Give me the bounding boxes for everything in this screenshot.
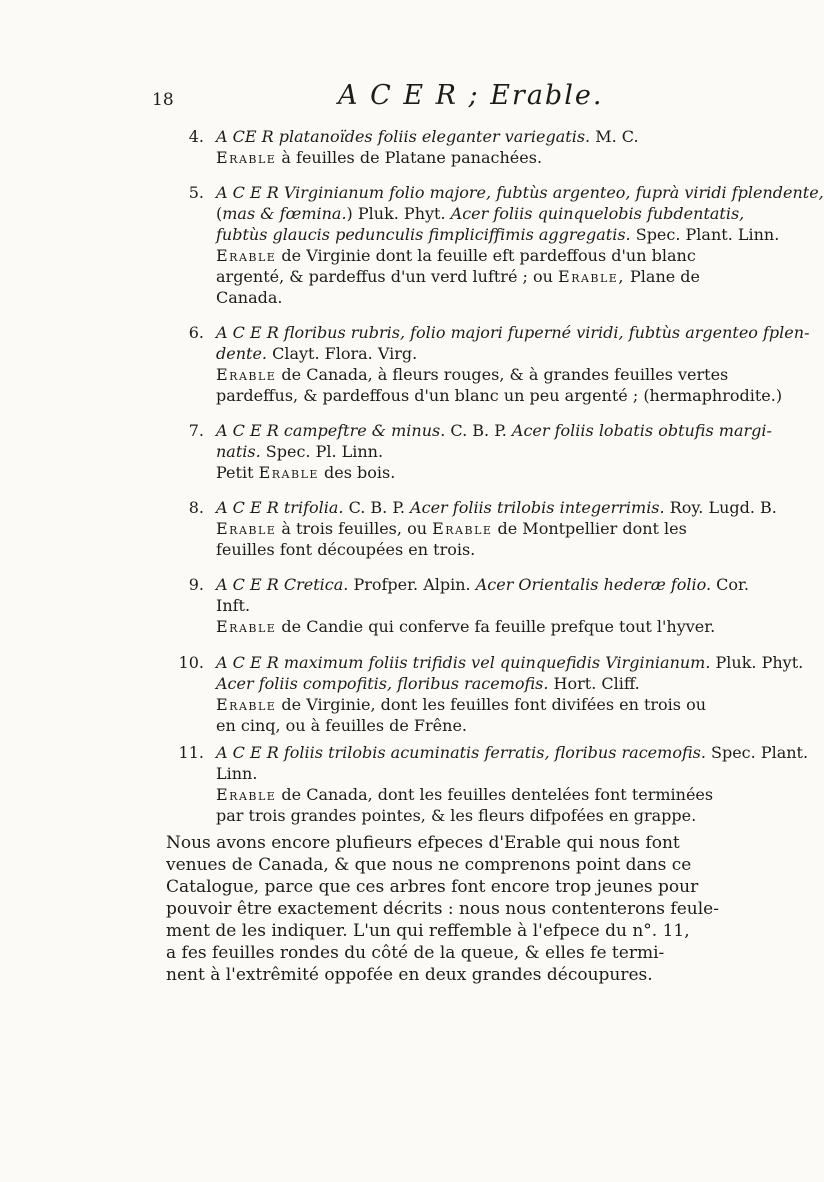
text-run: Petit xyxy=(216,463,259,482)
species-entry xyxy=(188,126,788,168)
text-run: Profper. Alpin. xyxy=(348,575,476,594)
text-run: Clayt. Flora. Virg. xyxy=(267,344,418,363)
entry-line xyxy=(216,203,788,224)
species-entry xyxy=(178,742,809,826)
text-run: Spec. Pl. Linn. xyxy=(260,442,384,461)
entry-number: 6. xyxy=(188,323,204,342)
entry-line xyxy=(216,441,788,462)
entry-number: 9. xyxy=(188,575,204,594)
latin-name: dente. xyxy=(216,344,267,363)
text-run: Canada. xyxy=(216,288,283,307)
entry-line xyxy=(216,616,788,637)
species-entry xyxy=(188,182,824,308)
latin-name: A C E R trifolia. xyxy=(216,498,344,517)
keyword-erable: Erable xyxy=(216,519,277,538)
species-entry xyxy=(178,652,804,736)
paragraph-line: pouvoir être exactement décrits : nous nous contenterons feule- xyxy=(166,899,719,919)
latin-name: A C E R foliis trilobis acuminatis ferratis, floribus racemofis. xyxy=(216,743,706,762)
text-run: de Candie qui conferve fa feuille prefque tout l'hyver. xyxy=(276,617,716,636)
text-run: des bois. xyxy=(318,463,396,482)
entry-line xyxy=(216,245,788,266)
entry-line xyxy=(216,364,788,385)
text-run: de Virginie dont la feuille eft pardeffous d'un blanc xyxy=(276,246,696,265)
paragraph-line: Nous avons encore plufieurs efpeces d'Erable qui nous font xyxy=(166,833,680,853)
text-run: Inft. xyxy=(216,596,251,615)
latin-name: A CE R platanoïdes foliis eleganter variegatis. xyxy=(216,127,591,146)
entry-line xyxy=(216,497,788,518)
entry-line xyxy=(216,182,824,203)
species-entry xyxy=(188,497,788,560)
latin-name: A C E R maximum foliis trifidis vel quinquefidis Virginianum. xyxy=(216,653,711,672)
species-entry xyxy=(188,574,788,637)
latin-name: Acer foliis lobatis obtufis margi- xyxy=(511,421,772,440)
latin-name: Acer foliis trilobis integerrimis. xyxy=(410,498,665,517)
page-number: 18 xyxy=(152,90,174,110)
entry-number: 4. xyxy=(188,127,204,146)
latin-name: natis. xyxy=(216,442,261,461)
entry-line xyxy=(216,784,788,805)
text-run: Plane de xyxy=(624,267,701,286)
text-run: ( xyxy=(216,204,223,223)
entry-line xyxy=(216,224,788,245)
entry-line xyxy=(216,462,788,483)
text-run: Linn. xyxy=(216,764,258,783)
text-run: ) Pluk. Phyt. xyxy=(346,204,451,223)
latin-name: A C E R Virginianum folio majore, fubtùs argenteo, fuprà viridi fplendente, xyxy=(216,183,824,202)
keyword-erable: Erable xyxy=(216,246,277,265)
entry-line xyxy=(216,322,810,343)
running-title: A C E R ; Erable. xyxy=(338,80,604,111)
paragraph-line: a fes feuilles rondes du côté de la queue, & elles fe termi- xyxy=(166,943,665,963)
text-run: en cinq, ou à feuilles de Frêne. xyxy=(216,716,467,735)
text-run: C. B. P. xyxy=(343,498,411,517)
entry-line xyxy=(216,805,788,826)
entry-line xyxy=(216,287,788,308)
text-run: à trois feuilles, ou xyxy=(276,519,433,538)
latin-name: fubtùs glaucis pedunculis fimpliciffimis aggregatis. xyxy=(216,225,631,244)
entry-line xyxy=(216,420,788,441)
text-run: pardeffus, & pardeffous d'un blanc un peu argenté ; (hermaphrodite.) xyxy=(216,386,783,405)
entry-line xyxy=(216,694,788,715)
entry-line xyxy=(216,518,788,539)
text-run: argenté, & pardeffus d'un verd luftré ; ou xyxy=(216,267,559,286)
text-run: Pluk. Phyt. xyxy=(710,653,804,672)
entry-line xyxy=(216,742,809,763)
latin-name: Acer foliis quinquelobis fubdentatis, xyxy=(450,204,745,223)
paragraph-line: Catalogue, parce que ces arbres font encore trop jeunes pour xyxy=(166,877,699,897)
text-run: par trois grandes pointes, & les fleurs difpofées en grappe. xyxy=(216,806,697,825)
latin-name: Acer Orientalis hederæ folio. xyxy=(475,575,712,594)
species-entry xyxy=(188,322,810,406)
entry-line xyxy=(216,385,788,406)
entry-line xyxy=(216,715,788,736)
entry-line xyxy=(216,126,788,147)
entry-line xyxy=(216,343,788,364)
closing-paragraph xyxy=(166,832,786,986)
paragraph-line: nent à l'extrêmité oppofée en deux grandes découpures. xyxy=(166,965,653,985)
species-entry xyxy=(188,420,788,483)
text-run: C. B. P. xyxy=(445,421,512,440)
keyword-erable: Erable xyxy=(258,463,319,482)
text-run: Roy. Lugd. B. xyxy=(664,498,777,517)
text-run: Cor. xyxy=(711,575,749,594)
text-run: de Canada, dont les feuilles dentelées font terminées xyxy=(276,785,714,804)
keyword-erable: Erable xyxy=(216,617,277,636)
latin-name: A C E R floribus rubris, folio majori fuperné viridi, fubtùs argenteo fplen- xyxy=(216,323,810,342)
text-run: Hort. Cliff. xyxy=(548,674,640,693)
entry-line xyxy=(216,673,788,694)
keyword-erable: Erable xyxy=(432,519,493,538)
entry-line xyxy=(216,652,804,673)
text-run: de Virginie, dont les feuilles font divifées en trois ou xyxy=(276,695,707,714)
latin-name: A C E R campeftre & minus. xyxy=(216,421,446,440)
keyword-erable: Erable, xyxy=(558,267,625,286)
text-run: Spec. Plant. Linn. xyxy=(630,225,780,244)
entry-number: 10. xyxy=(178,653,204,672)
entry-number: 8. xyxy=(188,498,204,517)
entry-line xyxy=(216,574,788,595)
entry-line xyxy=(216,595,788,616)
entry-number: 11. xyxy=(178,743,204,762)
keyword-erable: Erable xyxy=(216,785,277,804)
page-header xyxy=(0,80,800,116)
entry-line xyxy=(216,763,788,784)
entry-line xyxy=(216,147,788,168)
latin-name: A C E R Cretica. xyxy=(216,575,349,594)
text-run: de Canada, à fleurs rouges, & à grandes feuilles vertes xyxy=(276,365,729,384)
text-run: M. C. xyxy=(590,127,639,146)
latin-name: Acer foliis compofitis, floribus racemofis. xyxy=(216,674,549,693)
text-run: Spec. Plant. xyxy=(705,743,809,762)
keyword-erable: Erable xyxy=(216,365,277,384)
text-run: de Montpellier dont les xyxy=(492,519,687,538)
keyword-erable: Erable xyxy=(216,695,277,714)
text-run: feuilles font découpées en trois. xyxy=(216,540,476,559)
entry-number: 5. xyxy=(188,183,204,202)
text-run: à feuilles de Platane panachées. xyxy=(276,148,543,167)
paragraph-line: venues de Canada, & que nous ne comprenons point dans ce xyxy=(166,855,692,875)
latin-name: mas & fœmina. xyxy=(222,204,347,223)
entry-line xyxy=(216,539,788,560)
entry-number: 7. xyxy=(188,421,204,440)
keyword-erable: Erable xyxy=(216,148,277,167)
paragraph-line: ment de les indiquer. L'un qui reffemble à l'efpece du n°. 11, xyxy=(166,921,690,941)
entry-line xyxy=(216,266,788,287)
